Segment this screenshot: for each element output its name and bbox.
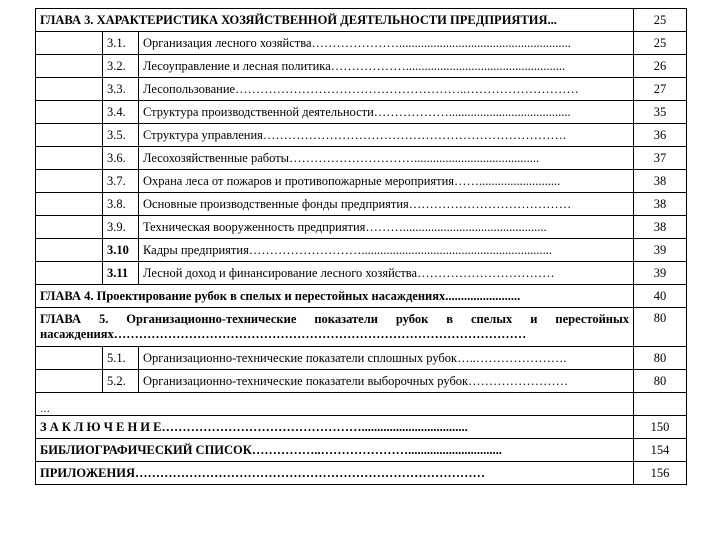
toc-page-number: 80 [634, 347, 687, 370]
toc-section-number: 3.6. [103, 147, 139, 170]
toc-chapter-title: ГЛАВА 3. ХАРАКТЕРИСТИКА ХОЗЯЙСТВЕННОЙ ДЕЯТЕЛЬНОСТИ ПРЕДПРИЯТИЯ... [36, 9, 634, 32]
toc-page-number: 37 [634, 147, 687, 170]
toc-section-number: 3.5. [103, 124, 139, 147]
toc-section-title: Техническая вооруженность предприятия……….............................................. [139, 216, 634, 239]
toc-indent [36, 262, 103, 285]
toc-row-section [36, 55, 687, 78]
toc-section-number: 3.1. [103, 32, 139, 55]
toc-section-title: Структура управления………………………………………………………………. [139, 124, 634, 147]
toc-page-number: 156 [634, 462, 687, 485]
toc-row-blank [36, 393, 687, 416]
toc-page-number: 27 [634, 78, 687, 101]
toc-indent [36, 32, 103, 55]
toc-indent [36, 55, 103, 78]
toc-section-number: 3.2. [103, 55, 139, 78]
toc-ellipsis: … [36, 393, 634, 416]
toc-section-title: Организационно-технические показатели выборочных рубок…………………… [139, 370, 634, 393]
toc-page-number: 35 [634, 101, 687, 124]
toc-indent [36, 101, 103, 124]
toc-indent [36, 124, 103, 147]
toc-page-number: 25 [634, 9, 687, 32]
toc-chapter-title: З А К Л Ю Ч Е Н И Е………………………………………….................................. [36, 416, 634, 439]
toc-row-section [36, 239, 687, 262]
toc-page-number: 38 [634, 216, 687, 239]
toc-row-chapter-5 [36, 308, 687, 347]
toc-row-section [36, 78, 687, 101]
table-of-contents [35, 8, 687, 485]
toc-row-section [36, 216, 687, 239]
toc-section-title: Организационно-технические показатели сплошных рубок…..…………………. [139, 347, 634, 370]
toc-section-title: Структура производственной деятельности………………....................................... [139, 101, 634, 124]
toc-row-section [36, 101, 687, 124]
toc-indent [36, 78, 103, 101]
toc-section-number: 3.3. [103, 78, 139, 101]
toc-row-chapter-3 [36, 9, 687, 32]
toc-indent [36, 347, 103, 370]
toc-section-title: Организация лесного хозяйства…………………....................................................... [139, 32, 634, 55]
toc-section-number: 3.8. [103, 193, 139, 216]
toc-row-section [36, 32, 687, 55]
toc-indent [36, 193, 103, 216]
toc-indent [36, 370, 103, 393]
toc-row-section [36, 262, 687, 285]
toc-section-number: 5.2. [103, 370, 139, 393]
toc-row-section [36, 347, 687, 370]
toc-page-number: 25 [634, 32, 687, 55]
toc-row-section [36, 193, 687, 216]
toc-indent [36, 216, 103, 239]
toc-page-number: 150 [634, 416, 687, 439]
toc-section-title: Основные производственные фонды предприятия………………………………… [139, 193, 634, 216]
toc-row-chapter-4 [36, 285, 687, 308]
toc-page-number: 38 [634, 170, 687, 193]
toc-section-title: Охрана леса от пожаров и противопожарные мероприятия…….......................... [139, 170, 634, 193]
toc-section-number: 3.11 [103, 262, 139, 285]
toc-row-section [36, 170, 687, 193]
toc-section-number: 3.10 [103, 239, 139, 262]
toc-page-number: 36 [634, 124, 687, 147]
toc-section-title: Лесопользование………………………………………………..……………………… [139, 78, 634, 101]
toc-section-title: Лесохозяйственные работы…………………………........................................ [139, 147, 634, 170]
toc-page-number: 80 [634, 308, 687, 347]
toc-section-title: Кадры предприятия………………………............................................................. [139, 239, 634, 262]
toc-page-number: 26 [634, 55, 687, 78]
toc-row-section [36, 124, 687, 147]
toc-page-number: 40 [634, 285, 687, 308]
toc-page-number: 154 [634, 439, 687, 462]
toc-page-number: 38 [634, 193, 687, 216]
toc-row-conclusion [36, 416, 687, 439]
toc-row-appendices [36, 462, 687, 485]
toc-page-number: 39 [634, 262, 687, 285]
toc-page-number [634, 393, 687, 416]
toc-section-number: 5.1. [103, 347, 139, 370]
toc-section-title: Лесоуправление и лесная политика………………................................................... [139, 55, 634, 78]
toc-chapter-title: ПРИЛОЖЕНИЯ………………………………………………………………………… [36, 462, 634, 485]
toc-row-bibliography [36, 439, 687, 462]
toc-section-number: 3.4. [103, 101, 139, 124]
toc-section-number: 3.9. [103, 216, 139, 239]
toc-indent [36, 170, 103, 193]
toc-section-number: 3.7. [103, 170, 139, 193]
toc-indent [36, 239, 103, 262]
toc-chapter-title: ГЛАВА 5. Организационно-технические показатели рубок в спелых и перестойных насаждениях……………………………………………………………………………………… [36, 308, 634, 347]
toc-page-number: 39 [634, 239, 687, 262]
toc-page-number: 80 [634, 370, 687, 393]
toc-indent [36, 147, 103, 170]
toc-chapter-title: БИБЛИОГРАФИЧЕСКИЙ СПИСОК……………..………………….............................. [36, 439, 634, 462]
toc-chapter-title: ГЛАВА 4. Проектирование рубок в спелых и перестойных насаждениях........................ [36, 285, 634, 308]
toc-section-title: Лесной доход и финансирование лесного хозяйства…………………………… [139, 262, 634, 285]
toc-row-section [36, 370, 687, 393]
toc-row-section [36, 147, 687, 170]
